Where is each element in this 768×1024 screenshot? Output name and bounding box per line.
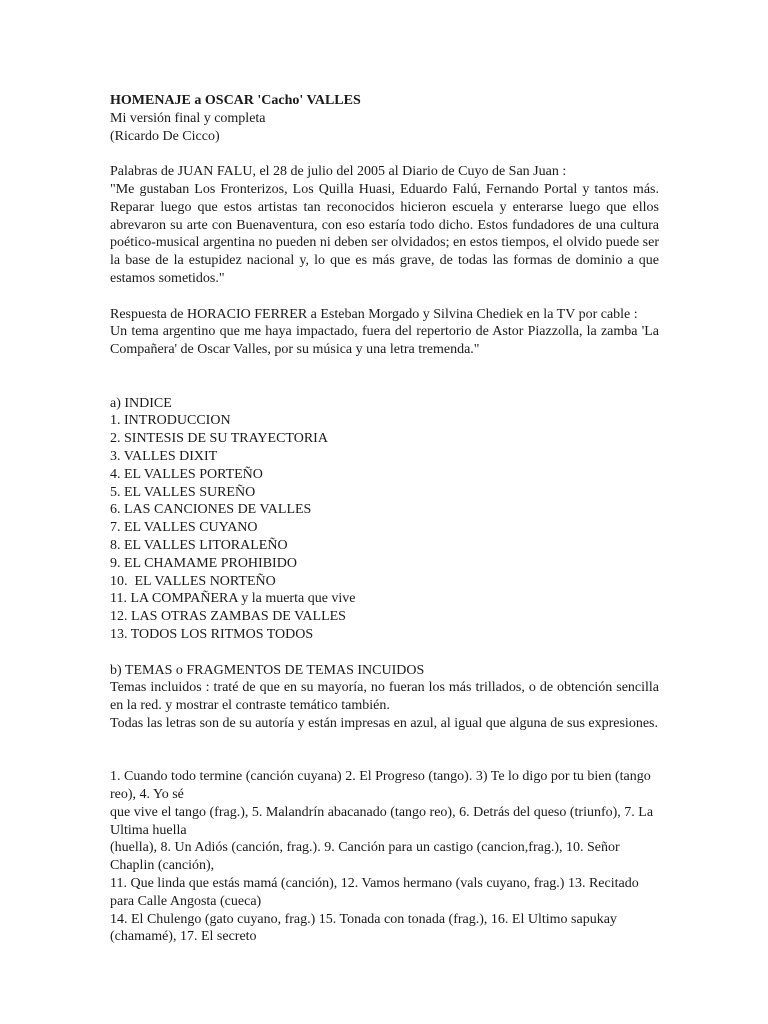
- spacer: [110, 733, 659, 769]
- themes-heading: b) TEMAS o FRAGMENTOS DE TEMAS INCUIDOS: [110, 662, 425, 678]
- document-subtitle: Mi versión final y completa: [110, 110, 266, 126]
- index-item: 5. EL VALLES SUREÑO: [110, 484, 256, 500]
- index-item: 6. LAS CANCIONES DE VALLES: [110, 502, 312, 518]
- themes-list-line: que vive el tango (frag.), 5. Malandrín abacanado (tango reo), 6. Detrás del queso (triunfo), 7. La Ultima huella: [110, 804, 654, 838]
- themes-list-line: 14. El Chulengo (gato cuyano, frag.) 15. Tonada con tonada (frag.), 16. El Ultimo sapukay (chamamé), 17. El secreto: [110, 911, 617, 945]
- document-author: (Ricardo De Cicco): [110, 128, 220, 144]
- themes-list-line: 1. Cuando todo termine (canción cuyana) 2. El Progreso (tango). 3) Te lo digo por tu bien (tango reo), 4. Yo sé: [110, 769, 651, 803]
- themes-list-line: (huella), 8. Un Adiós (canción, frag.). 9. Canción para un castigo (cancion,frag.), 10. Señor Chaplin (canción),: [110, 840, 620, 874]
- index-item: 4. EL VALLES PORTEÑO: [110, 466, 263, 482]
- spacer: [110, 145, 659, 163]
- index-item: 12. LAS OTRAS ZAMBAS DE VALLES: [110, 609, 346, 625]
- document-page: [110, 92, 659, 946]
- ferrer-quote-text: Un tema argentino que me haya impactado, fuera del repertorio de Astor Piazzolla, la zamba 'La Compañera' de Oscar Valles, por su música y una letra tremenda.": [110, 324, 659, 358]
- index-list: [110, 412, 659, 643]
- index-item: 13. TODOS LOS RITMOS TODOS: [110, 626, 314, 642]
- index-item: 11. LA COMPAÑERA y la muerta que vive: [110, 591, 356, 607]
- ferrer-quote-intro: Respuesta de HORACIO FERRER a Esteban Morgado y Silvina Chediek en la TV por cable :: [110, 306, 638, 322]
- themes-list-line: 11. Que linda que estás mamá (canción), 12. Vamos hermano (vals cuyano, frag.) 13. Recitado para Calle Angosta (cueca): [110, 876, 639, 909]
- spacer: [110, 644, 659, 662]
- themes-note: Todas las letras son de su autoría y están impresas en azul, al igual que alguna de sus expresiones.: [110, 715, 658, 731]
- index-item: 3. VALLES DIXIT: [110, 448, 218, 464]
- themes-list: [110, 768, 659, 946]
- falu-quote-text: "Me gustaban Los Fronterizos, Los Quilla Huasi, Eduardo Falú, Fernando Portal y tantos más. Reparar luego que estos artistas tan reconocidos hicieron escuela y enterarse luego que ellos abrevaron su arte con Buenaventura, con eso estaría todo dicho. Estos fundadores de una cultura poético-musical argentina no pueden ni deben ser olvidados; en estos tiempos, el olvido puede ser la base de la estupidez nacional y, lo que es más grave, de todas las formas de dominio a que estamos sometidos.": [110, 181, 659, 286]
- spacer: [110, 288, 659, 306]
- index-item: 2. SINTESIS DE SU TRAYECTORIA: [110, 431, 328, 447]
- falu-quote-intro: Palabras de JUAN FALU, el 28 de julio del 2005 al Diario de Cuyo de San Juan :: [110, 164, 567, 180]
- index-item: 7. EL VALLES CUYANO: [110, 520, 258, 536]
- index-item: 9. EL CHAMAME PROHIBIDO: [110, 555, 297, 571]
- index-heading: a) INDICE: [110, 395, 172, 411]
- themes-description: Temas incluidos : traté de que en su mayoría, no fueran los más trillados, o de obtención sencilla en la red. y mostrar el contraste temático también.: [110, 680, 659, 714]
- index-item: 1. INTRODUCCION: [110, 413, 231, 429]
- spacer: [110, 359, 659, 395]
- index-item: 8. EL VALLES LITORALEÑO: [110, 537, 288, 553]
- document-title: HOMENAJE a OSCAR 'Cacho' VALLES: [110, 93, 361, 108]
- index-item: 10. EL VALLES NORTEÑO: [110, 573, 276, 589]
